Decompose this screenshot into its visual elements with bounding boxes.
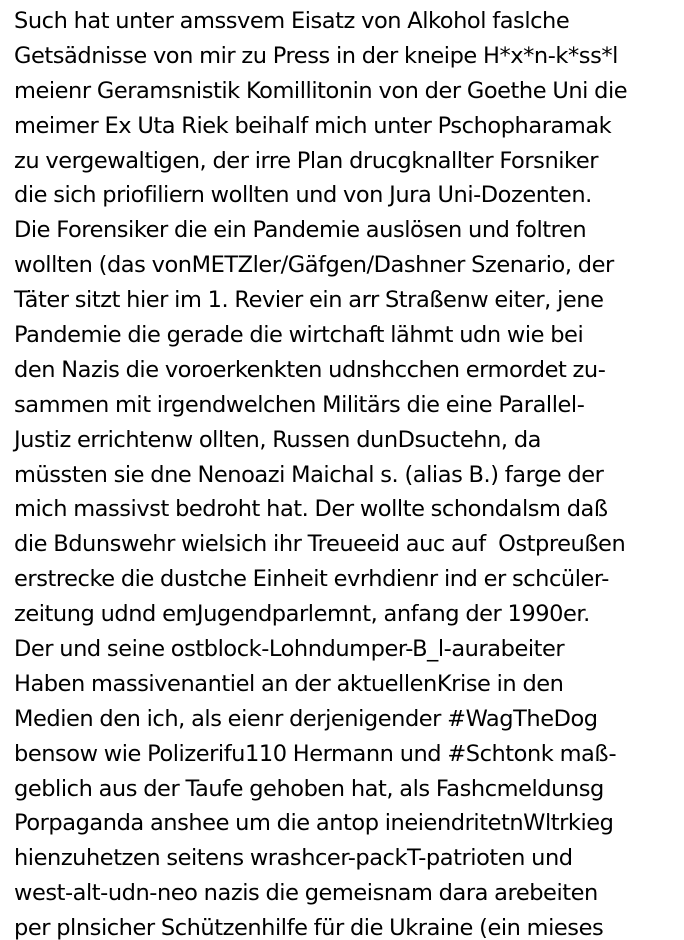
- body-text: [14, 4, 680, 940]
- text-line-25: hienzuhetzen seitens wrashcer-packT-patrioten und: [14, 845, 573, 872]
- text-line-6: die sich priofiliern wollten und von Jura Uni-Dozenten.: [14, 182, 592, 209]
- text-line-5: zu vergewaltigen, der irre Plan drucgknallter Forsniker: [14, 147, 599, 174]
- text-line-17: erstrecke die dustche Einheit evrhdienr ind er schcüler-: [14, 566, 609, 593]
- text-line-8: wollten (das vonMETZler/Gäfgen/Dashner Szenario, der: [14, 252, 614, 279]
- text-line-10: Pandemie die gerade die wirtchaft lähmt udn wie bei: [14, 322, 584, 349]
- text-line-19: Der und seine ostblock-Lohndumper-B_l-aurabeiter: [14, 636, 565, 663]
- text-line-14: müssten sie dne Nenoazi Maichal s. (alias B.) farge der: [14, 461, 604, 488]
- text-line-26: west-alt-udn-neo nazis die gemeisnam dara arebeiten: [14, 880, 598, 907]
- text-line-15: mich massivst bedroht hat. Der wollte schondalsm daß: [14, 496, 608, 523]
- text-line-12: sammen mit irgendwelchen Militärs die eine Parallel-: [14, 391, 585, 418]
- text-line-7: Die Forensiker die ein Pandemie auslösen und foltren: [14, 217, 587, 244]
- text-line-24: Porpaganda anshee um die antop ineiendritetnWltrkieg: [14, 810, 614, 837]
- text-line-11: den Nazis die voroerkenkten udnshcchen ermordet zu-: [14, 356, 606, 383]
- text-line-22: bensow wie Polizerifu110 Hermann und #Schtonk maß-: [14, 740, 617, 767]
- text-line-18: zeitung udnd emJugendparlemnt, anfang der 1990er.: [14, 601, 590, 628]
- text-line-21: Medien den ich, als eienr derjenigender #WagTheDog: [14, 705, 598, 732]
- text-line-4: meimer Ex Uta Riek beihalf mich unter Pschopharamak: [14, 112, 612, 139]
- text-line-2: Getsädnisse von mir zu Press in der kneipe H*x*n-k*ss*l: [14, 42, 618, 69]
- text-line-9: Täter sitzt hier im 1. Revier ein arr Straßenw eiter, jene: [14, 287, 604, 314]
- text-line-13: Justiz errichtenw ollten, Russen dunDsuctehn, da: [14, 426, 541, 453]
- text-line-3: meienr Geramsnistik Komillitonin von der Goethe Uni die: [14, 77, 628, 104]
- text-line-27: per plnsicher Schützenhilfe für die Ukraine (ein mieses: [14, 915, 604, 940]
- text-line-16: die Bdunswehr wielsich ihr Treueeid auc auf Ostpreußen: [14, 531, 626, 558]
- text-line-1: Such hat unter amssvem Eisatz von Alkohol faslche: [14, 8, 570, 34]
- text-line-23: geblich aus der Taufe gehoben hat, als Fashcmeldunsg: [14, 775, 604, 802]
- text-line-20: Haben massivenantiel an der aktuellenKrise in den: [14, 670, 564, 697]
